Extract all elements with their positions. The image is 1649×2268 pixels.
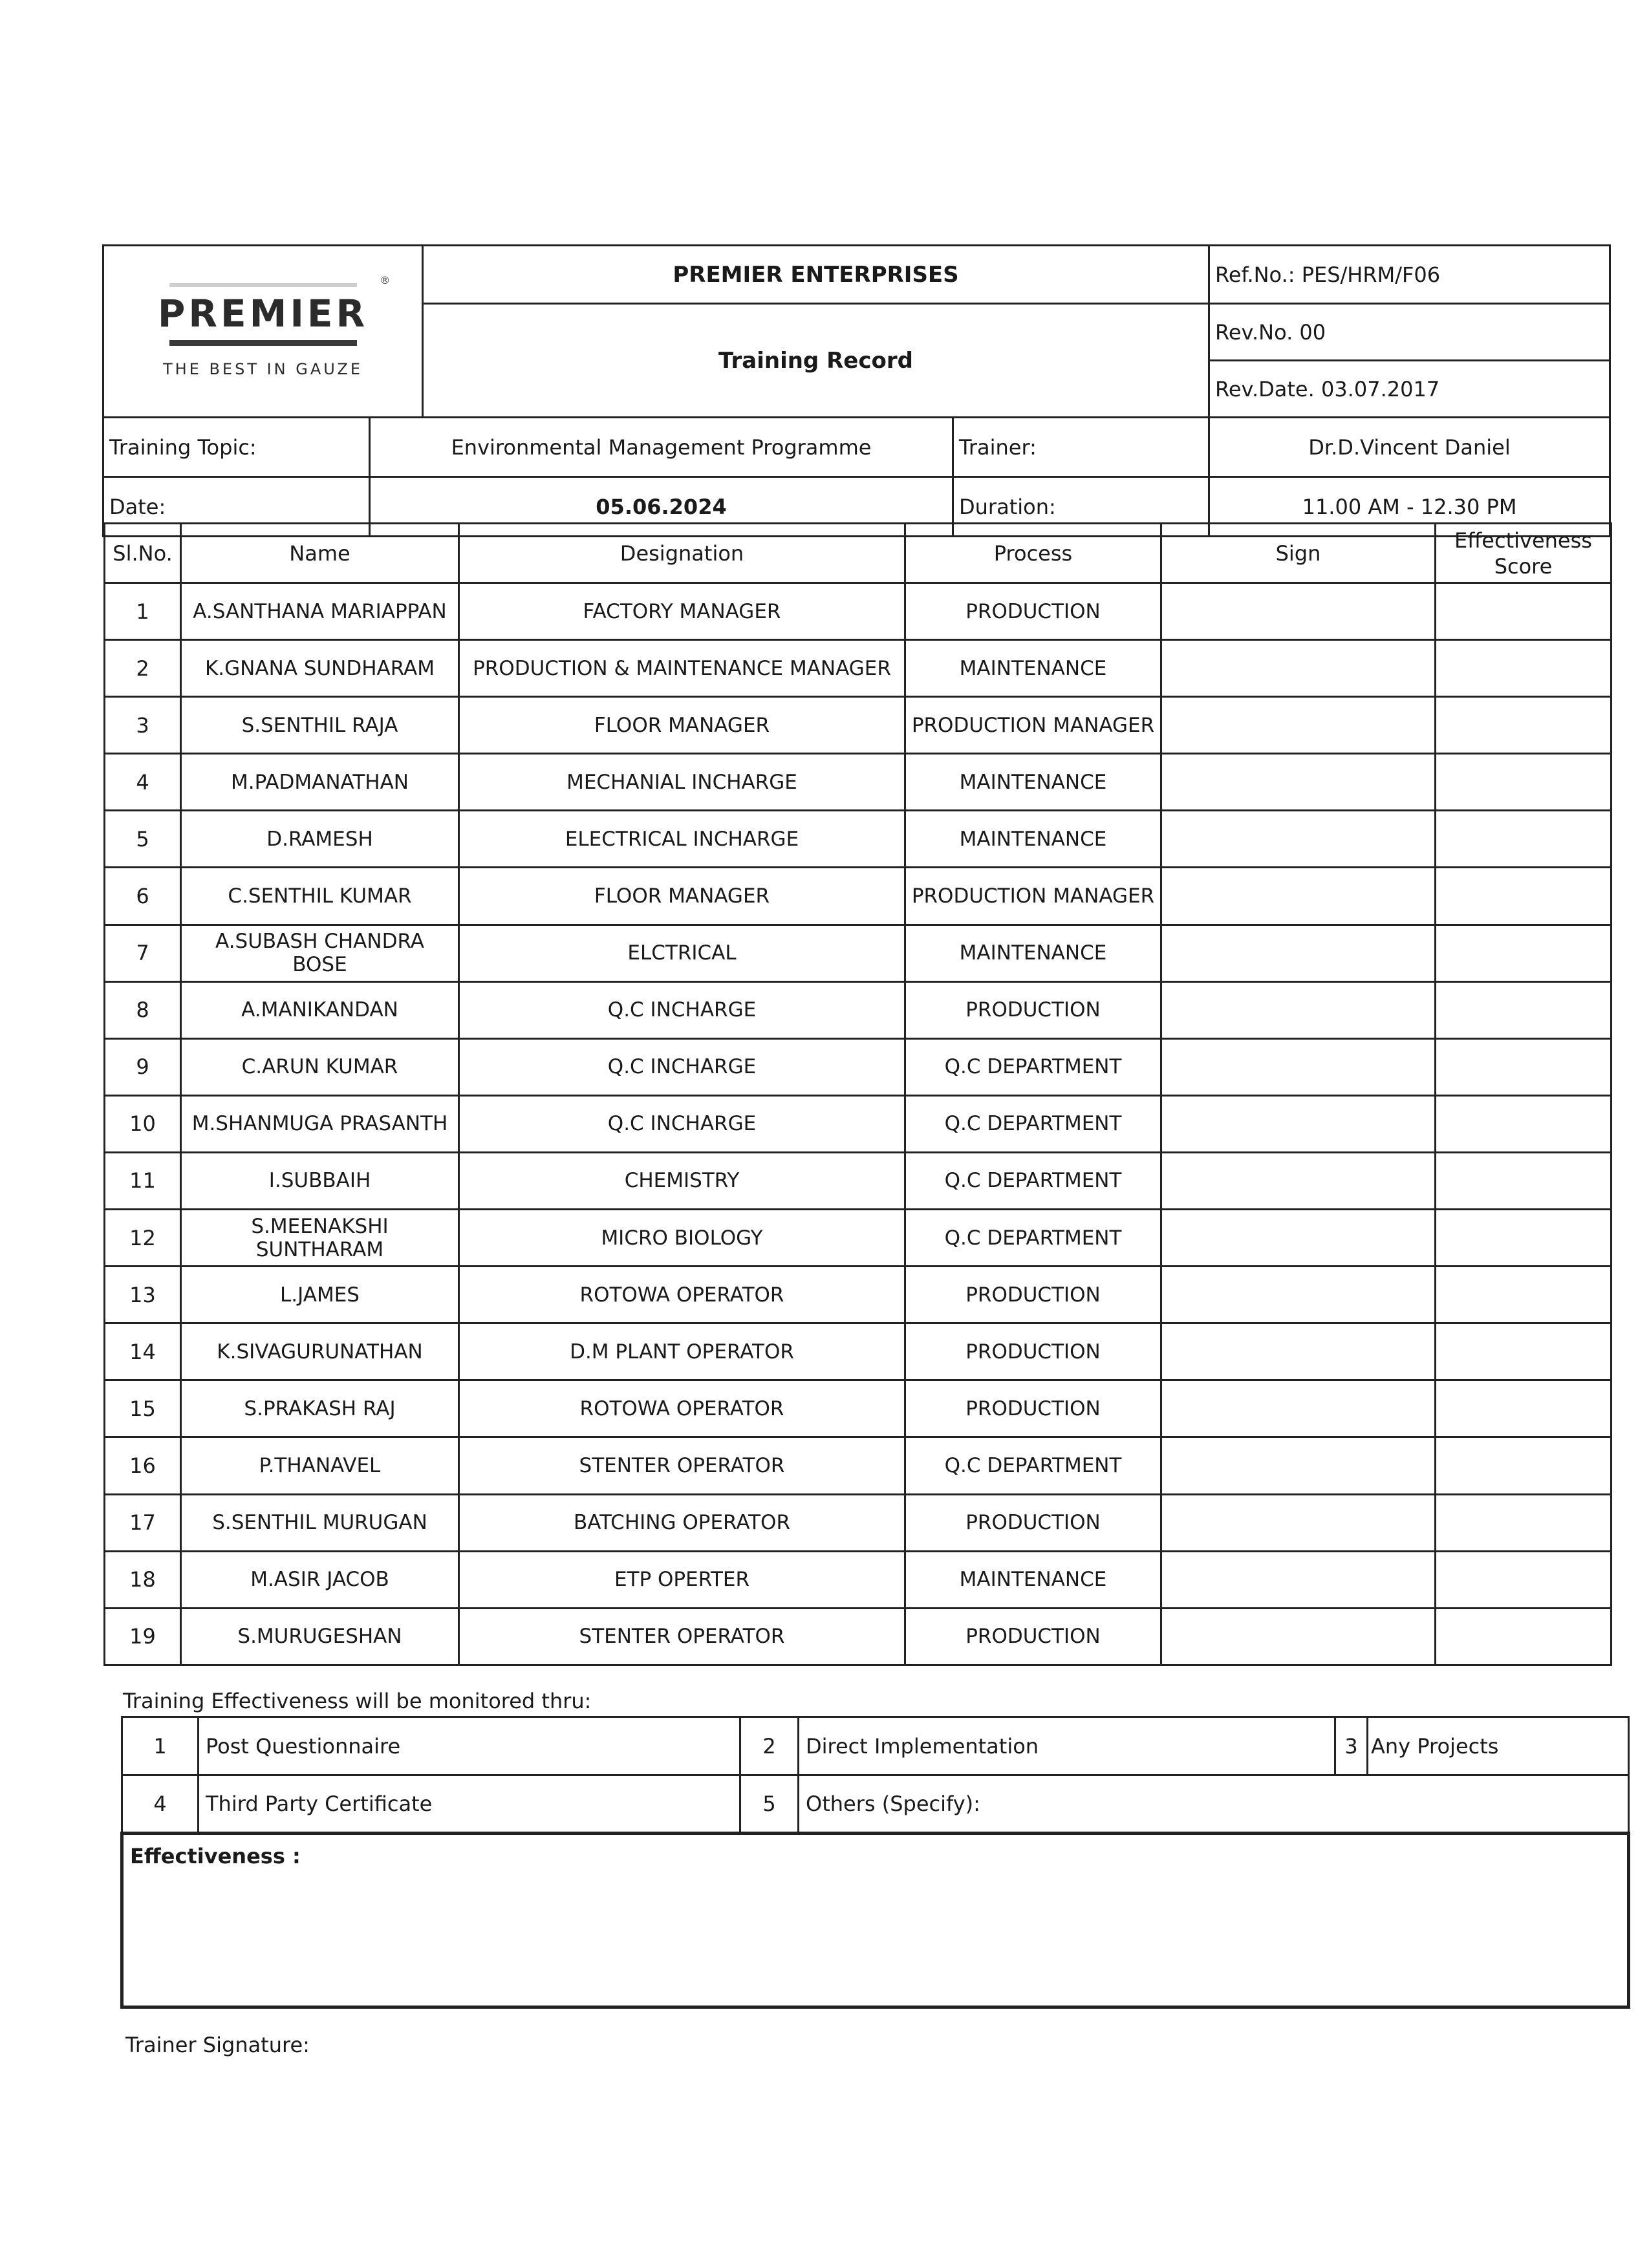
training-topic-label: Training Topic:: [103, 418, 370, 477]
row-effectiveness-score-cell[interactable]: [1436, 1095, 1611, 1152]
row-sl-number: 10: [105, 1095, 181, 1152]
training-topic-value: Environmental Management Programme: [370, 418, 953, 477]
row-process: Q.C DEPARTMENT: [905, 1095, 1161, 1152]
row-name: S.SENTHIL RAJA: [181, 697, 459, 754]
row-process: Q.C DEPARTMENT: [905, 1437, 1161, 1494]
row-sl-number: 9: [105, 1038, 181, 1095]
row-designation: FLOOR MANAGER: [459, 868, 905, 925]
col-header-sign: Sign: [1161, 524, 1436, 583]
row-effectiveness-score-cell[interactable]: [1436, 1437, 1611, 1494]
row-sign-cell[interactable]: [1161, 981, 1436, 1038]
row-sl-number: 6: [105, 868, 181, 925]
row-process: Q.C DEPARTMENT: [905, 1152, 1161, 1209]
table-row: [105, 981, 1611, 1038]
row-process: PRODUCTION: [905, 1608, 1161, 1665]
row-effectiveness-score-cell[interactable]: [1436, 868, 1611, 925]
row-sign-cell[interactable]: [1161, 811, 1436, 868]
row-name: L.JAMES: [181, 1267, 459, 1323]
row-sign-cell[interactable]: [1161, 754, 1436, 811]
row-sl-number: 8: [105, 981, 181, 1038]
row-effectiveness-score-cell[interactable]: [1436, 1038, 1611, 1095]
row-sign-cell[interactable]: [1161, 1323, 1436, 1380]
row-effectiveness-score-cell[interactable]: [1436, 1323, 1611, 1380]
row-sl-number: 16: [105, 1437, 181, 1494]
row-designation: MECHANIAL INCHARGE: [459, 754, 905, 811]
row-process: PRODUCTION MANAGER: [905, 697, 1161, 754]
document-title: Training Record: [423, 304, 1209, 418]
row-sign-cell[interactable]: [1161, 1437, 1436, 1494]
row-designation: ELECTRICAL INCHARGE: [459, 811, 905, 868]
row-name: K.SIVAGURUNATHAN: [181, 1323, 459, 1380]
row-sl-number: 1: [105, 583, 181, 640]
row-designation: BATCHING OPERATOR: [459, 1494, 905, 1551]
table-row: [105, 1608, 1611, 1665]
effectiveness-box[interactable]: [122, 1834, 1629, 2007]
row-sl-number: 15: [105, 1380, 181, 1437]
row-process: MAINTENANCE: [905, 754, 1161, 811]
row-process: PRODUCTION: [905, 583, 1161, 640]
row-designation: Q.C INCHARGE: [459, 1095, 905, 1152]
row-name: S.MEENAKSHI SUNTHARAM: [181, 1210, 459, 1267]
row-sign-cell[interactable]: [1161, 697, 1436, 754]
method-5-number: 5: [740, 1775, 799, 1834]
row-designation: D.M PLANT OPERATOR: [459, 1323, 905, 1380]
row-effectiveness-score-cell[interactable]: [1436, 754, 1611, 811]
method-3-number: 3: [1335, 1717, 1368, 1775]
row-name: M.PADMANATHAN: [181, 754, 459, 811]
row-effectiveness-score-cell[interactable]: [1436, 1551, 1611, 1608]
row-sign-cell[interactable]: [1161, 1095, 1436, 1152]
logo-top-rule: [169, 283, 357, 287]
row-process: PRODUCTION: [905, 1323, 1161, 1380]
table-row: [105, 1323, 1611, 1380]
table-row: [105, 1551, 1611, 1608]
duration-label: Duration:: [953, 477, 1209, 537]
logo-tagline: THE BEST IN GAUZE: [162, 360, 363, 378]
form-header: [102, 244, 1611, 537]
table-row: [105, 1380, 1611, 1437]
revision-number: Rev.No. 00: [1209, 304, 1610, 361]
monitoring-caption: Training Effectiveness will be monitored thru:: [123, 1689, 592, 1713]
row-process: PRODUCTION: [905, 1380, 1161, 1437]
row-name: I.SUBBAIH: [181, 1152, 459, 1209]
row-sl-number: 14: [105, 1323, 181, 1380]
attendee-table: [103, 522, 1612, 1666]
ref-number: Ref.No.: PES/HRM/F06: [1209, 246, 1610, 304]
training-date: 05.06.2024: [370, 477, 953, 537]
row-sl-number: 5: [105, 811, 181, 868]
effectiveness-label: Effectiveness :: [130, 1844, 301, 1868]
table-row: [105, 1152, 1611, 1209]
method-4-number: 4: [122, 1775, 199, 1834]
method-1-number: 1: [122, 1717, 199, 1775]
row-effectiveness-score-cell[interactable]: [1436, 1210, 1611, 1267]
row-sl-number: 18: [105, 1551, 181, 1608]
col-header-name: Name: [181, 524, 459, 583]
row-process: MAINTENANCE: [905, 1551, 1161, 1608]
col-header-sl: Sl.No.: [105, 524, 181, 583]
row-name: A.MANIKANDAN: [181, 981, 459, 1038]
table-row: [105, 640, 1611, 697]
training-duration: 11.00 AM - 12.30 PM: [1209, 477, 1610, 537]
row-sl-number: 19: [105, 1608, 181, 1665]
row-sign-cell[interactable]: [1161, 1380, 1436, 1437]
row-effectiveness-score-cell[interactable]: [1436, 697, 1611, 754]
method-any-projects: Any Projects: [1368, 1717, 1629, 1775]
row-effectiveness-score-cell[interactable]: [1436, 925, 1611, 981]
row-process: Q.C DEPARTMENT: [905, 1210, 1161, 1267]
row-designation: CHEMISTRY: [459, 1152, 905, 1209]
row-designation: ROTOWA OPERATOR: [459, 1267, 905, 1323]
row-sl-number: 2: [105, 640, 181, 697]
table-header-row: [105, 524, 1611, 583]
row-name: P.THANAVEL: [181, 1437, 459, 1494]
table-row: [105, 754, 1611, 811]
logo-rule: [169, 340, 357, 346]
row-name: S.SENTHIL MURUGAN: [181, 1494, 459, 1551]
col-header-effectiveness-score: Effectiveness Score: [1436, 524, 1611, 583]
row-name: S.MURUGESHAN: [181, 1608, 459, 1665]
company-logo: [103, 246, 423, 418]
row-name: C.SENTHIL KUMAR: [181, 868, 459, 925]
row-sign-cell[interactable]: [1161, 1152, 1436, 1209]
row-designation: ELCTRICAL: [459, 925, 905, 981]
row-sl-number: 17: [105, 1494, 181, 1551]
row-designation: Q.C INCHARGE: [459, 981, 905, 1038]
registered-mark: ®: [380, 274, 391, 286]
table-row: [105, 1038, 1611, 1095]
row-effectiveness-score-cell[interactable]: [1436, 1494, 1611, 1551]
row-process: PRODUCTION MANAGER: [905, 868, 1161, 925]
row-designation: ROTOWA OPERATOR: [459, 1380, 905, 1437]
row-designation: MICRO BIOLOGY: [459, 1210, 905, 1267]
row-sl-number: 7: [105, 925, 181, 981]
row-effectiveness-score-cell[interactable]: [1436, 1152, 1611, 1209]
row-process: Q.C DEPARTMENT: [905, 1038, 1161, 1095]
method-direct-implementation: Direct Implementation: [799, 1717, 1335, 1775]
row-effectiveness-score-cell[interactable]: [1436, 811, 1611, 868]
row-sign-cell[interactable]: [1161, 1551, 1436, 1608]
row-sl-number: 12: [105, 1210, 181, 1267]
method-third-party-certificate: Third Party Certificate: [199, 1775, 740, 1834]
row-sign-cell[interactable]: [1161, 1494, 1436, 1551]
table-row: [105, 1437, 1611, 1494]
row-designation: STENTER OPERATOR: [459, 1437, 905, 1494]
row-sl-number: 4: [105, 754, 181, 811]
row-effectiveness-score-cell[interactable]: [1436, 1608, 1611, 1665]
table-row: [105, 811, 1611, 868]
table-row: [105, 1267, 1611, 1323]
row-sign-cell[interactable]: [1161, 583, 1436, 640]
row-name: A.SUBASH CHANDRA BOSE: [181, 925, 459, 981]
row-process: PRODUCTION: [905, 981, 1161, 1038]
row-name: M.SHANMUGA PRASANTH: [181, 1095, 459, 1152]
table-row: [105, 583, 1611, 640]
row-designation: Q.C INCHARGE: [459, 1038, 905, 1095]
row-effectiveness-score-cell[interactable]: [1436, 1267, 1611, 1323]
row-effectiveness-score-cell[interactable]: [1436, 583, 1611, 640]
row-sl-number: 11: [105, 1152, 181, 1209]
row-process: MAINTENANCE: [905, 640, 1161, 697]
row-sign-cell[interactable]: [1161, 925, 1436, 981]
company-name: PREMIER ENTERPRISES: [423, 246, 1209, 304]
row-name: M.ASIR JACOB: [181, 1551, 459, 1608]
row-designation: ETP OPERTER: [459, 1551, 905, 1608]
row-sign-cell[interactable]: [1161, 1608, 1436, 1665]
date-label: Date:: [103, 477, 370, 537]
method-2-number: 2: [740, 1717, 799, 1775]
monitoring-methods-table: [120, 1716, 1630, 2009]
row-sl-number: 3: [105, 697, 181, 754]
table-row: [105, 1210, 1611, 1267]
row-process: PRODUCTION: [905, 1267, 1161, 1323]
row-name: K.GNANA SUNDHARAM: [181, 640, 459, 697]
table-row: [105, 1494, 1611, 1551]
row-sl-number: 13: [105, 1267, 181, 1323]
table-row: [105, 868, 1611, 925]
row-sign-cell[interactable]: [1161, 1267, 1436, 1323]
revision-date: Rev.Date. 03.07.2017: [1209, 361, 1610, 418]
logo-wordmark: PREMIER: [157, 292, 369, 336]
method-others-specify: Others (Specify):: [799, 1775, 1629, 1834]
table-row: [105, 1095, 1611, 1152]
col-header-process: Process: [905, 524, 1161, 583]
trainer-name: Dr.D.Vincent Daniel: [1209, 418, 1610, 477]
row-name: S.PRAKASH RAJ: [181, 1380, 459, 1437]
table-row: [105, 697, 1611, 754]
row-name: A.SANTHANA MARIAPPAN: [181, 583, 459, 640]
row-process: PRODUCTION: [905, 1494, 1161, 1551]
row-designation: PRODUCTION & MAINTENANCE MANAGER: [459, 640, 905, 697]
row-designation: FACTORY MANAGER: [459, 583, 905, 640]
col-header-designation: Designation: [459, 524, 905, 583]
row-name: D.RAMESH: [181, 811, 459, 868]
row-designation: STENTER OPERATOR: [459, 1608, 905, 1665]
row-process: MAINTENANCE: [905, 811, 1161, 868]
row-sign-cell[interactable]: [1161, 868, 1436, 925]
row-effectiveness-score-cell[interactable]: [1436, 1380, 1611, 1437]
row-sign-cell[interactable]: [1161, 640, 1436, 697]
row-sign-cell[interactable]: [1161, 1038, 1436, 1095]
row-effectiveness-score-cell[interactable]: [1436, 640, 1611, 697]
trainer-signature-label: Trainer Signature:: [125, 2033, 310, 2057]
row-designation: FLOOR MANAGER: [459, 697, 905, 754]
table-row: [105, 925, 1611, 981]
method-post-questionnaire: Post Questionnaire: [199, 1717, 740, 1775]
row-name: C.ARUN KUMAR: [181, 1038, 459, 1095]
row-process: MAINTENANCE: [905, 925, 1161, 981]
row-effectiveness-score-cell[interactable]: [1436, 981, 1611, 1038]
row-sign-cell[interactable]: [1161, 1210, 1436, 1267]
trainer-label: Trainer:: [953, 418, 1209, 477]
